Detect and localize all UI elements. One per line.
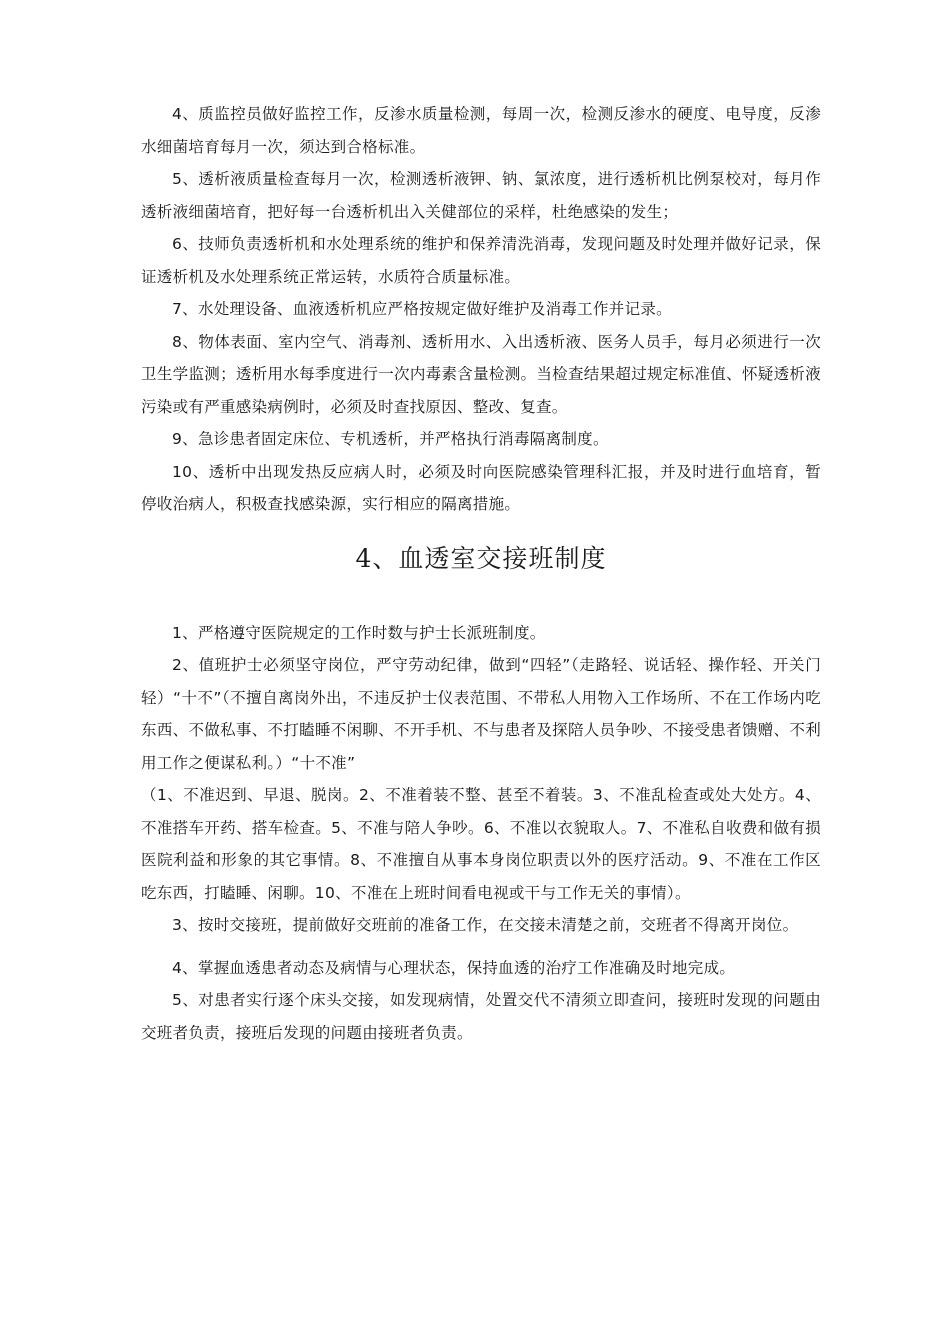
- section-heading: 4、血透室交接班制度: [355, 543, 607, 573]
- paragraph-item-8: 8、物体表面、室内空气、消毒剂、透析用水、入出透析液、医务人员手，每月必须进行一次卫生学监测；透析用水每季度进行一次内毒素含量检测。当检查结果超过规定标准值、怀疑透析液污染或有严重感染病例时，必须及时查找原因、整改、复查。: [141, 332, 821, 416]
- handover-item-3: 3、按时交接班，提前做好交班前的准备工作，在交接未清楚之前，交班者不得离开岗位。: [172, 916, 799, 934]
- paragraph-item-9: 9、急诊患者固定床位、专机透析，并严格执行消毒隔离制度。: [172, 430, 609, 448]
- paragraph-item-7: 7、水处理设备、血液透析机应严格按规定做好维护及消毒工作并记录。: [172, 300, 672, 318]
- handover-item-4: 4、掌握血透患者动态及病情与心理状态，保持血透的治疗工作准确及时地完成。: [172, 958, 736, 977]
- handover-item-1: 1、严格遵守医院规定的工作时数与护士长派班制度。: [172, 623, 546, 642]
- page-content: [141, 98, 821, 1049]
- handover-item-2: 2、值班护士必须坚守岗位，严守劳动纪律，做到“四轻”（走路轻、说话轻、操作轻、开关门轻）“十不”（不擅自离岗外出，不违反护士仪表范围、不带私人用物入工作场所、不在工作场内吃东西、不做私事、不打瞌睡不闲聊、不开手机、不与患者及探陪人员争吵、不接受患者馈赠、不利用工作之便谋私利。）“十不准”: [141, 656, 821, 772]
- paragraph-item-4: 4、质监控员做好监控工作，反渗水质量检测，每周一次，检测反渗水的硬度、电导度，反渗水细菌培育每月一次，须达到合格标准。: [141, 105, 821, 156]
- paragraph-item-5: 5、透析液质量检查每月一次，检测透析液钾、钠、氯浓度，进行透析机比例泵校对，每月作透析液细菌培育，把好每一台透析机出入关健部位的采样，杜绝感染的发生；: [141, 170, 821, 221]
- paragraph-item-10: 10、透析中出现发热反应病人时，必须及时向医院感染管理科汇报，并及时进行血培育，暂停收治病人，积极查找感染源，实行相应的隔离措施。: [141, 462, 821, 513]
- handover-item-2-continued: （1、不准迟到、早退、脱岗。2、不准着装不整、甚至不着装。3、不准乱检查或处大处方。4、不准搭车开药、搭车检查。5、不准与陪人争吵。6、不准以衣貌取人。7、不准私自收费和做有损医院利益和形象的其它事情。8、不准擅自从事本身岗位职责以外的医疗活动。9、不准在工作区吃东西，打瞌睡、闲聊。10、不准在上班时间看电视或干与工作无关的事情）。: [141, 786, 821, 902]
- paragraph-gap: [141, 942, 821, 952]
- handover-item-5: 5、对患者实行逐个床头交接，如发现病情，处置交代不清须立即查问，接班时发现的问题由交班者负责，接班后发现的问题由接班者负责。: [141, 991, 821, 1042]
- paragraph-item-6: 6、技师负责透析机和水处理系统的维护和保养清洗消毒，发现问题及时处理并做好记录，保证透析机及水处理系统正常运转，水质符合质量标准。: [141, 235, 821, 286]
